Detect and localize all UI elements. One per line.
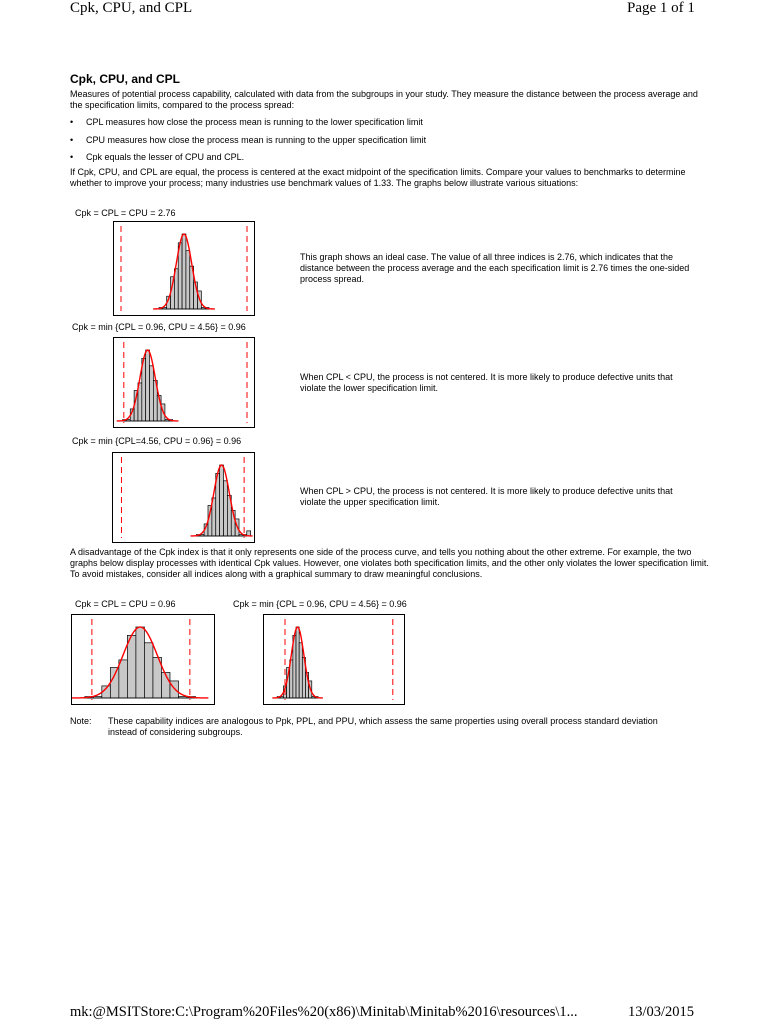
disadvantage-paragraph: A disadvantage of the Cpk index is that it only represents one side of the process curve, and tells you nothing about the other extreme. For example, the two graphs below display processes with identical Cpk values. However, one violates both specification limits, and the other only violates the lower specification limit. To avoid mistakes, consider all indices along with a graphical summary to draw meaningful conclusions. <box>70 547 709 579</box>
benchmark-paragraph: If Cpk, CPU, and CPL are equal, the process is centered at the exact midpoint of the specification limits. Compare your values to benchmarks to determine whether to improve your process; many industries use benchmark values of 1.33. The graphs below illustrate various situations: <box>70 167 686 188</box>
histogram-bar <box>182 234 186 309</box>
example-description: When CPL < CPU, the process is not centered. It is more likely to produce defective units that violate the lower specification limit. <box>300 372 673 393</box>
histogram-svg <box>264 615 404 704</box>
section-title: Cpk, CPU, and CPL <box>70 72 181 86</box>
example-label: Cpk = min {CPL = 0.96, CPU = 4.56} = 0.96 <box>233 599 407 609</box>
note-text: These capability indices are analogous to Ppk, PPL, and PPU, which assess the same properties using overall process standard deviation instead of considering subgroups. <box>108 716 658 737</box>
histogram-bar <box>299 643 302 698</box>
capability-histogram <box>71 614 215 705</box>
histogram-bar <box>146 350 150 421</box>
intro-paragraph: Measures of potential process capability, calculated with data from the subgroups in your study. They measure the distance between the process average and the specification limits, compared to the process spread: <box>70 89 698 110</box>
example-description: When CPL > CPU, the process is not centered. It is more likely to produce defective units that violate the upper specification limit. <box>300 486 673 507</box>
histogram-svg <box>113 453 254 542</box>
page-number: Page 1 of 1 <box>627 0 695 16</box>
histogram-bar <box>224 481 228 536</box>
histogram-bar <box>136 627 145 698</box>
bullet-text: CPU measures how close the process mean is running to the upper specification limit <box>86 135 427 145</box>
example-label: Cpk = CPL = CPU = 0.96 <box>75 599 176 609</box>
bullet-dot-icon: • <box>70 135 74 145</box>
bullet-text: CPL measures how close the process mean is running to the lower specification limit <box>86 117 423 127</box>
example-label: Cpk = min {CPL = 0.96, CPU = 4.56} = 0.96 <box>72 322 246 332</box>
bullet-dot-icon: • <box>70 117 74 127</box>
histogram-svg <box>114 338 254 427</box>
bullet-text: Cpk equals the lesser of CPU and CPL. <box>86 152 245 162</box>
histogram-bar <box>127 635 136 698</box>
histogram-bar <box>220 465 224 536</box>
example-label: Cpk = min {CPL=4.56, CPU = 0.96} = 0.96 <box>72 436 242 446</box>
capability-histogram <box>263 614 405 705</box>
footer-path: mk:@MSITStore:C:\Program%20Files%20(x86)\Minitab\Minitab%2016\resources\1... <box>70 1004 578 1020</box>
histogram-bar <box>150 366 154 421</box>
histogram-bar <box>296 627 299 698</box>
histogram-bar <box>110 667 119 698</box>
bullet-dot-icon: • <box>70 152 74 162</box>
capability-histogram <box>113 221 255 316</box>
footer-date: 13/03/2015 <box>628 1004 695 1020</box>
histogram-bar <box>144 643 153 698</box>
header-title: Cpk, CPU, and CPL <box>70 0 193 16</box>
histogram-bar <box>186 251 190 309</box>
histogram-svg <box>114 222 254 315</box>
example-label: Cpk = CPL = CPU = 2.76 <box>75 208 176 218</box>
capability-histogram <box>113 337 255 428</box>
histogram-svg <box>72 615 214 704</box>
histogram-bar <box>119 660 128 698</box>
example-description: This graph shows an ideal case. The value of all three indices is 2.76, which indicates that the distance between the process average and the each specification limit is 2.76 times the one-sided process spread. <box>300 252 690 284</box>
capability-histogram <box>112 452 255 543</box>
note-label: Note: <box>70 716 92 726</box>
